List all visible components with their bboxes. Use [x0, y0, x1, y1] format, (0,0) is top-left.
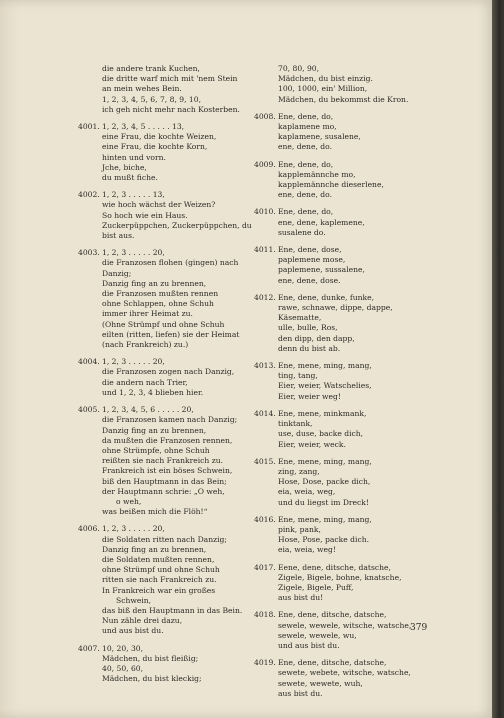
- text-line: Eier, weier, Watschelies,: [278, 381, 372, 391]
- text-line: der Hauptmann schrie: „O weh,: [102, 486, 225, 496]
- text-line: sewele, wewele, wu,: [278, 630, 357, 640]
- rhyme-entry: [254, 457, 444, 508]
- text-line: Eier, weier, weck.: [278, 439, 346, 449]
- text-line: sewete, wewete, wuh,: [278, 678, 363, 688]
- text-line: Ene, dene, do,: [278, 159, 334, 169]
- rhyme-entry: [254, 160, 444, 201]
- text-line: an mein wehes Bein.: [102, 84, 182, 94]
- text-line: Ene, dene, do,: [278, 207, 334, 217]
- text-line: Ene, mene, minkmank,: [278, 408, 367, 418]
- text-line: paplemene, sussalene,: [278, 265, 365, 275]
- entry-number: 4018.: [254, 610, 276, 620]
- entry-number: 4011.: [254, 245, 276, 255]
- text-line: die dritte warf mich mit 'nem Stein: [102, 74, 238, 84]
- text-line: eine Frau, die kochte Weizen,: [102, 132, 217, 142]
- text-line: Zuckerpüppchen, Zuckerpüppchen, du: [102, 220, 252, 230]
- text-line: 1, 2, 3 . . . . . 20,: [102, 357, 165, 367]
- rhyme-entry: [254, 658, 444, 699]
- text-line: ting, tang,: [278, 371, 318, 381]
- entry-number: 4001.: [78, 122, 100, 132]
- text-line: 1, 2, 3 . . . . . 20,: [102, 524, 165, 534]
- text-line: da mußten die Franzosen rennen,: [102, 435, 233, 445]
- text-line: Zigele, Bigele, bohne, knatsche,: [278, 572, 402, 582]
- text-line: ohne Schlappen, ohne Schuh: [102, 299, 214, 309]
- text-line: Ene, dene, ditsche, datsche,: [278, 658, 387, 668]
- text-line: eia, weia, weg!: [278, 545, 336, 555]
- text-line: Mädchen, du bekommst die Kron.: [278, 94, 409, 104]
- text-line: ene, dene, dose.: [278, 275, 341, 285]
- text-line: (Ohne Strümpf und ohne Schuh: [102, 319, 225, 329]
- text-line: die Soldaten ritten nach Danzig;: [102, 534, 227, 544]
- text-line: Ene, dene, do,: [278, 111, 334, 121]
- text-line: eilten (ritten, liefen) sie der Heimat: [102, 329, 240, 339]
- text-line: Jche, biche,: [102, 162, 147, 172]
- left-column: [78, 64, 274, 684]
- text-line: ritten sie nach Frankreich zu.: [102, 575, 217, 585]
- text-line: kapplemännche dieserlene,: [278, 180, 384, 190]
- text-line: Mädchen, du bist fleißig;: [102, 653, 199, 663]
- text-line: Eene, dene, ditsche, datsche,: [278, 562, 391, 572]
- rhyme-entry: [78, 405, 274, 517]
- text-line: ich geh nicht mehr nach Kosterben.: [102, 104, 240, 114]
- entry-number: 4005.: [78, 405, 100, 415]
- text-line: aus bist du!: [278, 593, 324, 603]
- text-line: Ene, dene, dunke, funke,: [278, 292, 374, 302]
- text-line: die andere trank Kuchen,: [102, 64, 200, 73]
- text-line: die Soldaten mußten rennen,: [102, 554, 215, 564]
- text-line: tinktank,: [278, 419, 313, 429]
- rhyme-entry: [254, 112, 444, 153]
- entry-number: 4007.: [78, 643, 100, 653]
- text-line: ene, dene, do.: [278, 142, 332, 152]
- entry-number: 4019.: [254, 658, 276, 668]
- text-line: rawe, schnawe, dippe, dappe,: [278, 303, 393, 313]
- text-line: ene, dene, do.: [278, 190, 332, 200]
- entry-number: 4017.: [254, 562, 276, 572]
- text-line: Zigele, Bigele, Puff,: [278, 582, 354, 592]
- text-line: Ene, mene, ming, mang,: [278, 456, 372, 466]
- text-line: das biß den Hauptmann in das Bein.: [102, 605, 243, 615]
- entry-number: 4008.: [254, 111, 276, 121]
- text-line: eine Frau, die kochte Korn,: [102, 142, 208, 152]
- text-line: susalene do.: [278, 227, 326, 237]
- rhyme-entry: [254, 207, 444, 238]
- text-line: aus bist du.: [278, 688, 323, 698]
- page-number: 379: [410, 623, 428, 633]
- rhyme-entry: [78, 122, 274, 183]
- text-line: Ene, dene, dose,: [278, 245, 342, 255]
- text-line: Danzig fing an zu brennen,: [102, 278, 207, 288]
- entry-number: 4006.: [78, 524, 100, 534]
- text-line: ulle, bulle, Ros,: [278, 323, 338, 333]
- text-line: 1, 2, 3, 4, 5, 6 . . . . . 20,: [102, 405, 194, 415]
- text-line: die Franzosen mußten rennen: [102, 289, 219, 299]
- text-line: die andern nach Trier,: [102, 377, 188, 387]
- left-intro: [78, 64, 274, 115]
- rhyme-entry: [254, 515, 444, 556]
- text-line: paplemene mose,: [278, 255, 346, 265]
- text-line: Käsematte,: [278, 313, 322, 323]
- text-line: So hoch wie ein Haus.: [102, 210, 188, 220]
- rhyme-entry: [254, 245, 444, 286]
- entry-number: 4002.: [78, 190, 100, 200]
- text-line: kaplamene, susalene,: [278, 132, 361, 142]
- text-line: Mädchen, du bist kleckig;: [102, 674, 202, 684]
- text-line: hinten und vorn.: [102, 152, 166, 162]
- entry-number: 4015.: [254, 456, 276, 466]
- entry-number: 4013.: [254, 361, 276, 371]
- text-line: zing, zang,: [278, 466, 320, 476]
- text-line: du mußt fiche.: [102, 173, 158, 183]
- text-line: ohne Strümpf und ohne Schuh: [102, 565, 220, 575]
- rhyme-entry: [78, 644, 274, 685]
- text-line: 70, 80, 90,: [278, 64, 320, 73]
- text-line: Schwein,: [116, 595, 152, 605]
- text-line: o weh,: [116, 496, 142, 506]
- text-line: ene, dene, kaplemene,: [278, 217, 365, 227]
- text-line: ohne Strümpfe, ohne Schuh: [102, 445, 210, 455]
- text-line: 1, 2, 3 . . . . . 13,: [102, 190, 165, 200]
- text-line: Mädchen, du bist einzig.: [278, 74, 373, 84]
- text-line: kapplemännche mo,: [278, 169, 356, 179]
- text-line: biß den Hauptmann in das Bein;: [102, 476, 227, 486]
- text-line: Danzig fing an zu brennen,: [102, 425, 207, 435]
- book-edge: [492, 0, 504, 718]
- text-line: Eier, weier weg!: [278, 391, 341, 401]
- text-line: was beißen mich die Flöh!“: [102, 507, 208, 517]
- text-line: pink, pank,: [278, 524, 321, 534]
- text-line: und aus bist du.: [278, 640, 340, 650]
- rhyme-entry: [78, 524, 274, 636]
- entry-number: 4016.: [254, 514, 276, 524]
- entry-number: 4012.: [254, 292, 276, 302]
- text-line: immer ihrer Heimat zu.: [102, 309, 193, 319]
- rhyme-entry: [254, 409, 444, 450]
- text-line: die Franzosen flohen (gingen) nach: [102, 258, 239, 268]
- text-line: kaplamene mo,: [278, 122, 337, 132]
- entry-number: 4003.: [78, 248, 100, 258]
- text-line: und 1, 2, 3, 4 blieben hier.: [102, 387, 204, 397]
- text-line: 1, 2, 3 . . . . . 20,: [102, 248, 165, 258]
- rhyme-entry: [254, 361, 444, 402]
- text-line: den dipp, den dapp,: [278, 333, 355, 343]
- text-line: Hose, Pose, packe dich.: [278, 535, 370, 545]
- text-line: bist aus.: [102, 231, 135, 241]
- text-line: die Franzosen kamen nach Danzig;: [102, 415, 238, 425]
- text-line: (nach Frankreich) zu.): [102, 340, 189, 350]
- text-line: 1, 2, 3, 4, 5 . . . . . 13,: [102, 122, 185, 132]
- rhyme-entry: [78, 190, 274, 241]
- right-intro: [254, 64, 444, 105]
- text-line: eia, weia, weg,: [278, 487, 336, 497]
- text-line: und aus bist du.: [102, 626, 164, 636]
- text-line: Frankreich ist ein böses Schwein,: [102, 466, 233, 476]
- right-column: [254, 64, 444, 699]
- entry-number: 4004.: [78, 357, 100, 367]
- text-line: 1, 2, 3, 4, 5, 6, 7, 8, 9, 10,: [102, 94, 202, 104]
- entry-number: 4014.: [254, 408, 276, 418]
- text-line: 10, 20, 30,: [102, 643, 144, 653]
- text-line: Nun zähle drei dazu,: [102, 616, 183, 626]
- text-line: 100, 1000, ein' Million,: [278, 84, 368, 94]
- rhyme-entry: [254, 293, 444, 354]
- entry-number: 4009.: [254, 159, 276, 169]
- rhyme-entry: [78, 357, 274, 398]
- text-line: Ene, mene, ming, mang,: [278, 361, 372, 371]
- entry-number: 4010.: [254, 207, 276, 217]
- text-line: sewele, wewele, witsche, watsche,: [278, 620, 412, 630]
- text-line: reißten sie nach Frankreich zu.: [102, 456, 224, 466]
- text-line: Hose, Dose, packe dich,: [278, 477, 371, 487]
- rhyme-entry: [78, 248, 274, 350]
- text-line: use, duse, backe dich,: [278, 429, 364, 439]
- text-line: denn du bist ab.: [278, 343, 341, 353]
- text-line: Ene, mene, ming, mang,: [278, 514, 372, 524]
- text-line: Ene, dene, ditsche, datsche,: [278, 610, 387, 620]
- text-line: In Frankreich war ein großes: [102, 585, 216, 595]
- text-line: 40, 50, 60,: [102, 663, 144, 673]
- text-line: Danzig fing an zu brennen,: [102, 544, 207, 554]
- text-line: die Franzosen zogen nach Danzig,: [102, 367, 235, 377]
- text-line: sewete, webete, witsche, watsche,: [278, 668, 411, 678]
- text-line: Danzig;: [102, 268, 132, 278]
- rhyme-entry: [254, 563, 444, 604]
- text-line: und du liegst im Dreck!: [278, 497, 369, 507]
- text-line: wie hoch wächst der Weizen?: [102, 200, 216, 210]
